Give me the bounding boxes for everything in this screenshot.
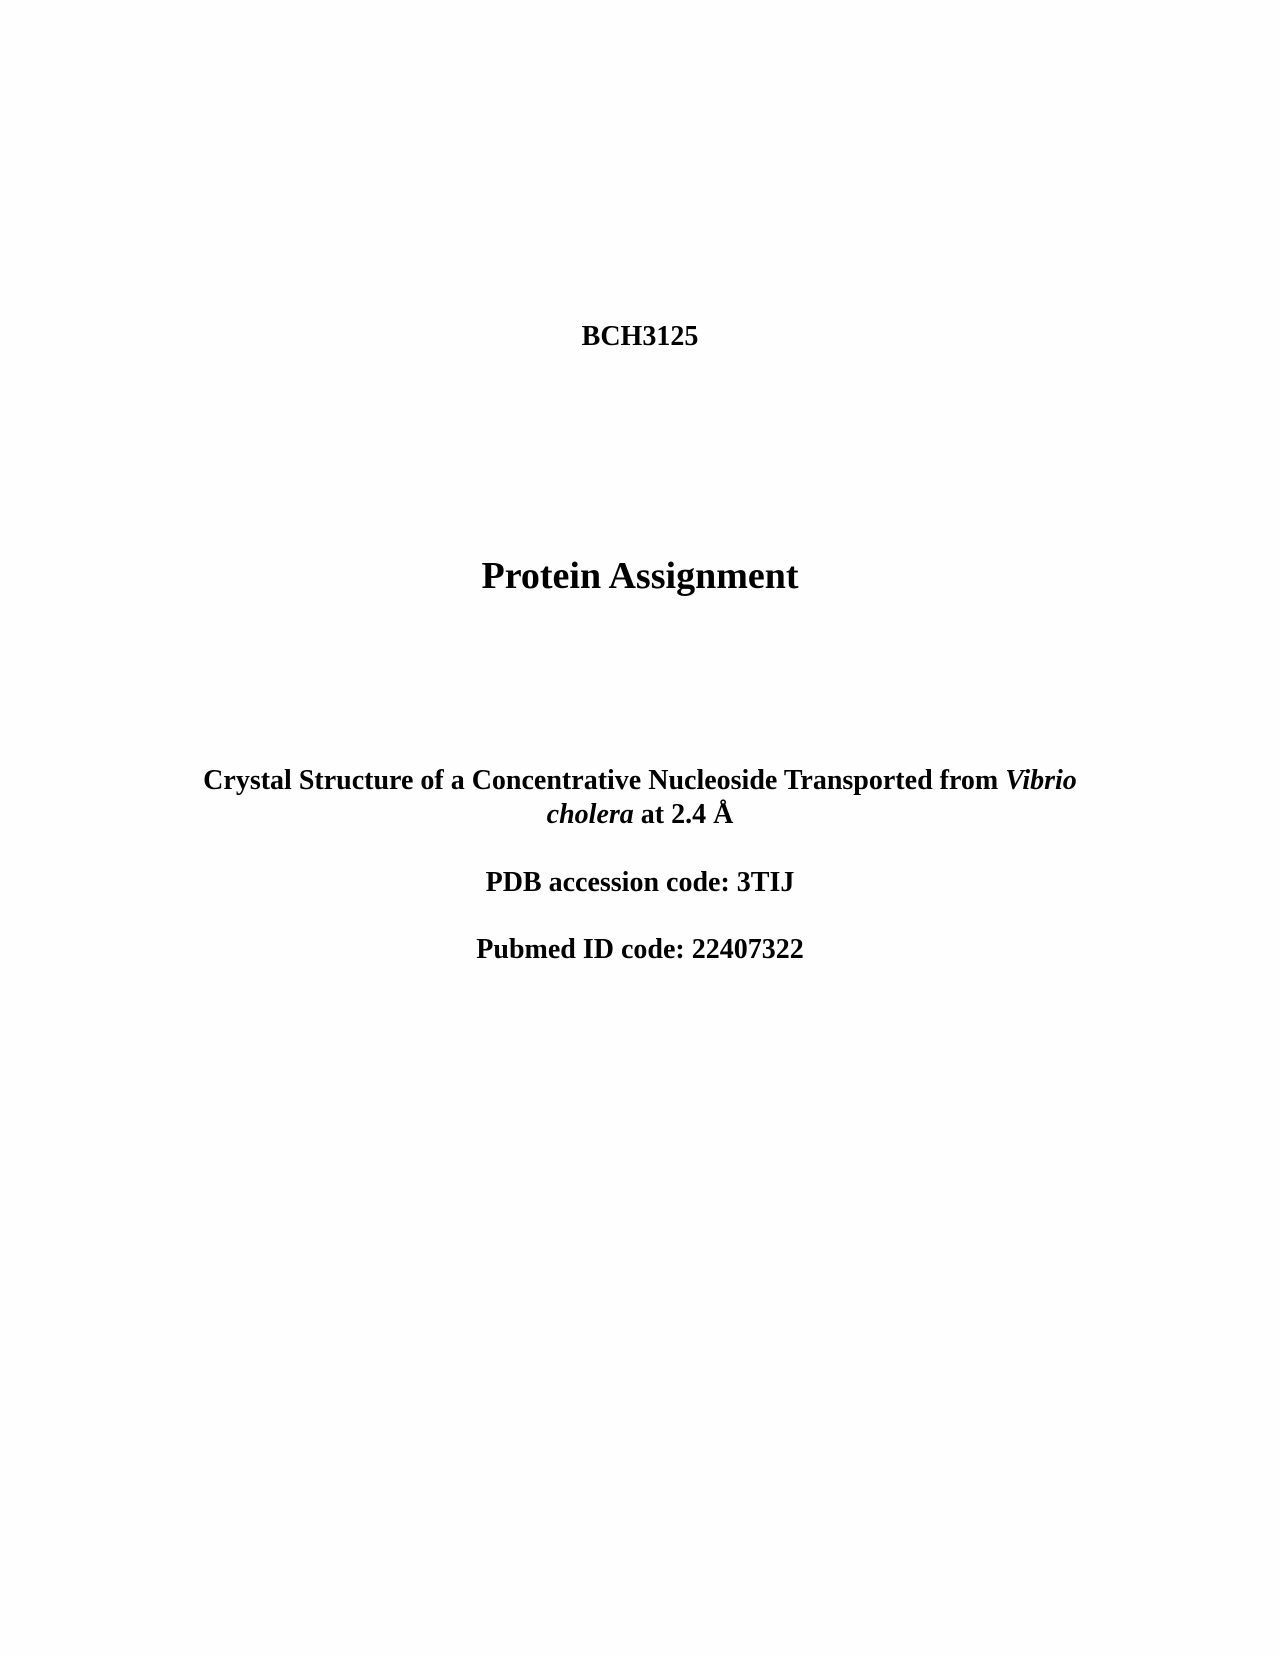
pubmed-id-line	[0, 936, 1280, 964]
document-title-text: Protein Assignment	[481, 555, 799, 597]
pubmed-label: Pubmed ID code:	[476, 934, 685, 965]
course-code-text: BCH3125	[581, 321, 699, 352]
pubmed-id: 22407322	[691, 934, 804, 965]
pdb-accession-line	[0, 869, 1280, 897]
article-title-line-1-text: Crystal Structure of a Concentrative Nucleoside Transported from	[203, 765, 1006, 796]
pdb-label: PDB accession code:	[485, 867, 730, 898]
article-title-species-genus: Vibrio	[1005, 765, 1077, 796]
article-title-line-2-text: at 2.4 Å	[633, 799, 734, 830]
course-code	[0, 323, 1280, 351]
article-title-species-name: cholera	[546, 799, 634, 830]
document-title	[0, 557, 1280, 595]
pdb-code: 3TIJ	[736, 867, 795, 898]
article-title-line-2	[0, 801, 1280, 829]
article-title-line-1	[0, 767, 1280, 795]
